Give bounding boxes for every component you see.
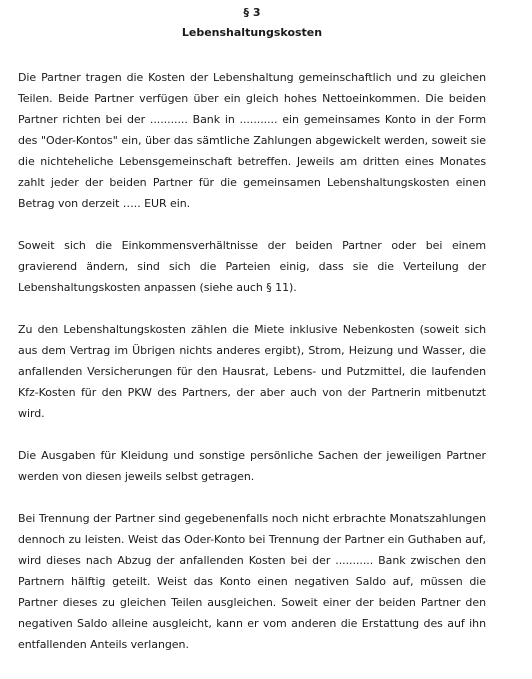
document-page (18, 6, 486, 655)
paragraph-personal-expenses: Die Ausgaben für Kleidung und sonstige persönliche Sachen der jeweiligen Partner werden von diesen jeweils selbst getragen. (18, 449, 486, 483)
section-title: Lebenshaltungskosten (181, 26, 323, 39)
paragraph-separation: Bei Trennung der Partner sind gegebenenfalls noch nicht erbrachte Monatszahlungen dennoch zu leisten. Weist das Oder-Konto bei Trennung der Partner ein Guthaben auf, wird dieses nach Abzug der anfallenden Kosten bei der ........... Bank zwischen den Partnern hälftig geteilt. Weist das Konto einen negativen Saldo auf, müssen die Partner dieses zu gleichen Teilen ausgleichen. Soweit einer der beiden Partner den negativen Saldo alleine ausgleicht, kann er vom anderen die Erstattung des auf ihn entfallenden Anteils verlangen. (18, 512, 486, 651)
paragraph-cost-sharing: Die Partner tragen die Kosten der Lebenshaltung gemeinschaftlich und zu gleichen Teilen. Beide Partner verfügen über ein gleich hohes Nettoeinkommen. Die beiden Partner richten bei der ........... Bank in ........... ein gemeinsames Konto in der Form des "Oder-Kontos" ein, über das sämtliche Zahlungen abgewickelt werden, soweit sie die nichteheliche Lebensgemeinschaft betreffen. Jeweils am dritten eines Monates zahlt jeder der beiden Partner für die gemeinsamen Lebenshaltungskosten einen Betrag von derzeit ….. EUR ein. (18, 71, 486, 210)
paragraph-income-change: Soweit sich die Einkommensverhältnisse der beiden Partner oder bei einem gravierend ändern, sind sich die Parteien einig, dass sie die Verteilung der Lebenshaltungskosten anpassen (siehe auch § 11). (18, 239, 486, 294)
section-body (18, 67, 486, 655)
section-number: § 3 (243, 6, 261, 19)
paragraph-cost-items: Zu den Lebenshaltungskosten zählen die Miete inklusive Nebenkosten (soweit sich aus dem Vertrag im Übrigen nichts anderes ergibt), Strom, Heizung und Wasser, die anfallenden Versicherungen für den Hausrat, Lebens- und Putzmittel, die laufenden Kfz-Kosten für den PKW des Partners, der aber auch von der Partnerin mitbenutzt wird. (18, 323, 486, 420)
